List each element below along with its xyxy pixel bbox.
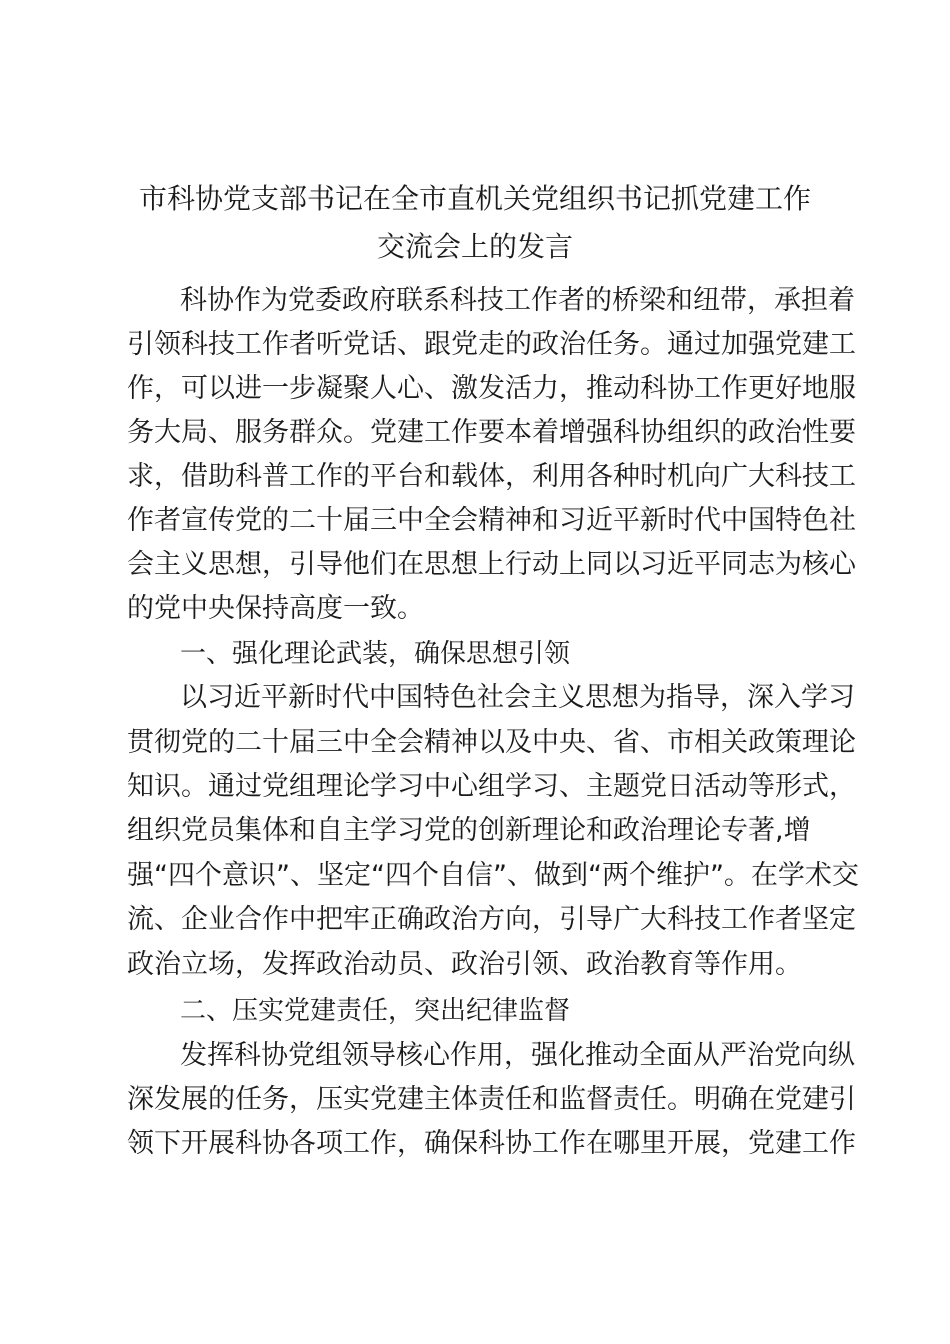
section-heading-2: 二、压实党建责任，突出纪律监督: [180, 996, 571, 1026]
paragraph-line: 作，可以进一步凝聚人心、激发活力，推动科协工作更好地服: [127, 373, 856, 404]
paragraph-line: 以习近平新时代中国特色社会主义思想为指导，深入学习: [180, 682, 855, 713]
paragraph-line: 作者宣传党的二十届三中全会精神和习近平新时代中国特色社: [127, 505, 856, 536]
document-title-line-1: 市科协党支部书记在全市直机关党组织书记抓党建工作: [138, 182, 811, 215]
paragraph-line: 强“四个意识”、坚定“四个自信”、做到“两个维护”。在学术交: [127, 860, 859, 891]
paragraph-line: 的党中央保持高度一致。: [127, 593, 424, 624]
paragraph-line: 领下开展科协各项工作，确保科协工作在哪里开展，党建工作: [127, 1128, 856, 1159]
paragraph-line: 深发展的任务，压实党建主体责任和监督责任。明确在党建引: [127, 1084, 856, 1115]
paragraph-line: 务大局、服务群众。党建工作要本着增强科协组织的政治性要: [127, 417, 856, 448]
paragraph-line: 发挥科协党组领导核心作用，强化推动全面从严治党向纵: [180, 1040, 855, 1071]
paragraph-line: 知识。通过党组理论学习中心组学习、主题党日活动等形式，: [127, 771, 856, 802]
paragraph-line: 组织党员集体和自主学习党的创新理论和政治理论专著,增: [127, 815, 811, 846]
paragraph-line: 政治立场，发挥政治动员、政治引领、政治教育等作用。: [127, 949, 802, 980]
section-heading-1: 一、强化理论武装，确保思想引领: [180, 639, 571, 669]
paragraph-line: 求，借助科普工作的平台和载体，利用各种时机向广大科技工: [127, 461, 856, 492]
document-title-line-2: 交流会上的发言: [376, 230, 573, 263]
paragraph-line: 科协作为党委政府联系科技工作者的桥梁和纽带，承担着: [180, 285, 855, 316]
paragraph-line: 引领科技工作者听党话、跟党走的政治任务。通过加强党建工: [127, 329, 856, 360]
paragraph-line: 会主义思想，引导他们在思想上行动上同以习近平同志为核心: [127, 549, 856, 580]
paragraph-line: 贯彻党的二十届三中全会精神以及中央、省、市相关政策理论: [127, 727, 856, 758]
paragraph-line: 流、企业合作中把牢正确政治方向，引导广大科技工作者坚定: [127, 904, 856, 935]
